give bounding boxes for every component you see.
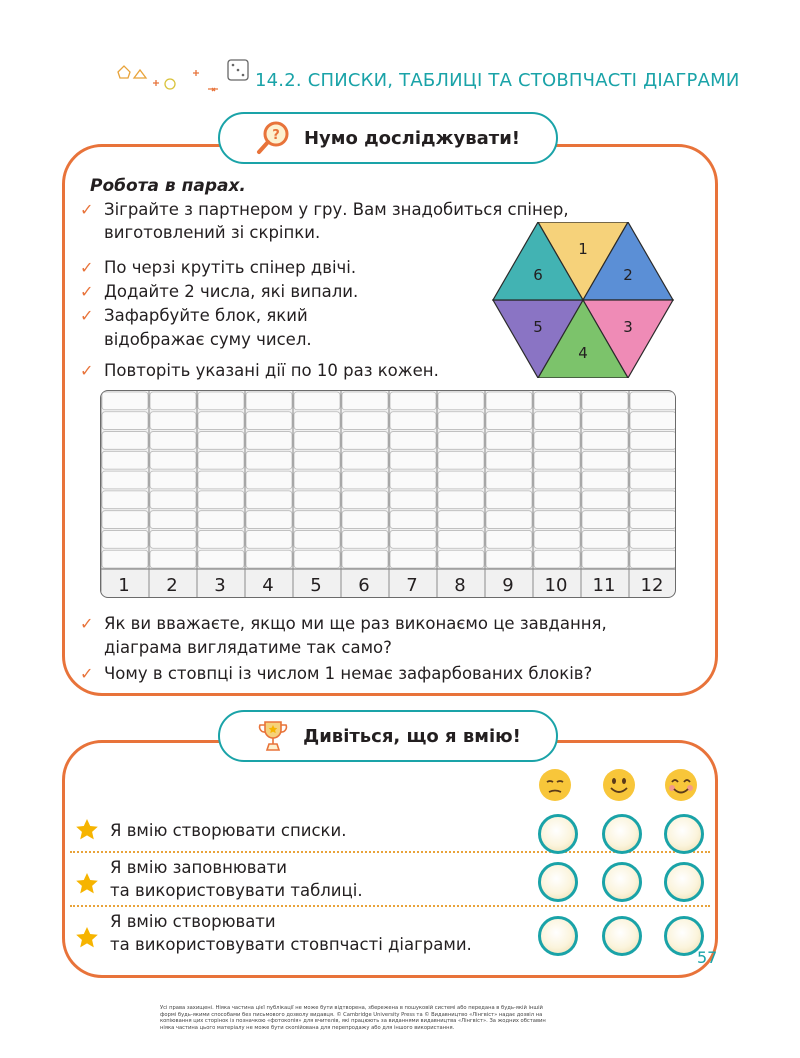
- grid-column-label: 5: [310, 575, 322, 596]
- grid-cell[interactable]: [294, 550, 340, 568]
- grid-cell[interactable]: [102, 491, 148, 509]
- grid-cell[interactable]: [198, 491, 244, 509]
- grid-cell[interactable]: [486, 471, 532, 489]
- bar-chart-grid: [100, 390, 676, 598]
- grid-cell[interactable]: [294, 530, 340, 548]
- grid-cell[interactable]: [246, 511, 292, 529]
- grid-cell[interactable]: [390, 550, 436, 568]
- grid-cell[interactable]: [630, 392, 676, 410]
- selfcheck-heading: Дивіться, що я вмію!: [303, 725, 521, 747]
- copyright-line: формі будь-якими способами без письмового дозволу видавця. © Cambridge University Press та © Видавництво «Лінгвіст» надає дозвіл на: [160, 1011, 543, 1018]
- grid-column-label: 7: [406, 575, 418, 596]
- grid-cell[interactable]: [486, 392, 532, 410]
- grid-cell[interactable]: [198, 412, 244, 430]
- grid-cell[interactable]: [198, 451, 244, 469]
- grid-cell[interactable]: [246, 392, 292, 410]
- rating-circle[interactable]: [664, 862, 704, 902]
- grid-cell[interactable]: [294, 471, 340, 489]
- grid-cell[interactable]: [390, 530, 436, 548]
- grid-cell[interactable]: [102, 412, 148, 430]
- grid-cell[interactable]: [102, 392, 148, 410]
- grid-cell[interactable]: [630, 451, 676, 469]
- grid-cell[interactable]: [582, 530, 628, 548]
- grid-column-label: 8: [454, 575, 466, 596]
- grid-cell[interactable]: [630, 511, 676, 529]
- grid-cell[interactable]: [582, 491, 628, 509]
- grid-cell[interactable]: [486, 550, 532, 568]
- skill-line: Я вмію створювати списки.: [110, 821, 347, 840]
- spinner-segment-label: 6: [533, 266, 543, 285]
- grid-cell[interactable]: [438, 511, 484, 529]
- grid-cell[interactable]: [150, 530, 196, 548]
- magnifier-question-icon: [256, 120, 292, 156]
- grid-cell[interactable]: [486, 451, 532, 469]
- grid-cell[interactable]: [102, 530, 148, 548]
- instruction-line: Зіграйте з партнером у гру. Вам знадобиться спінер,: [104, 200, 569, 219]
- grid-cell[interactable]: [342, 432, 388, 450]
- task-title: Робота в парах.: [90, 176, 246, 196]
- grid-cell[interactable]: [294, 432, 340, 450]
- grid-cell[interactable]: [630, 530, 676, 548]
- grid-cell[interactable]: [150, 550, 196, 568]
- grid-cell[interactable]: [390, 511, 436, 529]
- grid-cell[interactable]: [150, 511, 196, 529]
- grid-cell[interactable]: [486, 511, 532, 529]
- spinner-segment-label: 3: [623, 317, 633, 336]
- grid-cell[interactable]: [534, 432, 580, 450]
- skill-line: Я вмію заповнювати: [110, 858, 287, 877]
- grid-cell[interactable]: [198, 530, 244, 548]
- grid-cell[interactable]: [438, 392, 484, 410]
- grid-cell[interactable]: [294, 412, 340, 430]
- grid-cell[interactable]: [390, 471, 436, 489]
- grid-cells: [101, 391, 676, 598]
- grid-cell[interactable]: [390, 491, 436, 509]
- check-icon: ✓: [80, 361, 94, 380]
- rating-circle[interactable]: [602, 862, 642, 902]
- grid-cell[interactable]: [582, 471, 628, 489]
- grid-cell[interactable]: [294, 392, 340, 410]
- check-icon: ✓: [80, 306, 94, 325]
- grid-cell[interactable]: [102, 451, 148, 469]
- spinner-segment-label: 2: [623, 266, 633, 285]
- grid-cell[interactable]: [534, 550, 580, 568]
- instruction-line: Зафарбуйте блок, який: [104, 306, 308, 325]
- question-line: Чому в стовпці із числом 1 немає зафарбованих блоків?: [104, 664, 593, 683]
- grid-cell[interactable]: [150, 432, 196, 450]
- grid-cell[interactable]: [198, 392, 244, 410]
- grid-cell[interactable]: [342, 491, 388, 509]
- grid-cell[interactable]: [630, 432, 676, 450]
- grid-cell[interactable]: [534, 511, 580, 529]
- grid-cell[interactable]: [294, 451, 340, 469]
- grid-cell[interactable]: [630, 491, 676, 509]
- unsure-face-icon: [538, 768, 572, 802]
- grid-cell[interactable]: [342, 550, 388, 568]
- grid-cell[interactable]: [630, 471, 676, 489]
- spinner-segment-label: 1: [578, 240, 588, 259]
- grid-cell[interactable]: [246, 412, 292, 430]
- grid-cell[interactable]: [102, 432, 148, 450]
- page-number: 57: [697, 948, 718, 967]
- instruction-line: По черзі крутіть спінер двічі.: [104, 258, 357, 277]
- instruction-line: виготовлений зі скріпки.: [104, 223, 321, 242]
- grid-cell[interactable]: [438, 530, 484, 548]
- question-line: діаграма виглядатиме так само?: [104, 638, 392, 657]
- rating-circle[interactable]: [538, 862, 578, 902]
- trophy-icon: [255, 718, 291, 754]
- grid-cell[interactable]: [246, 530, 292, 548]
- section-title: 14.2. СПИСКИ, ТАБЛИЦІ ТА СТОВПЧАСТІ ДІАГРАМИ: [255, 70, 740, 91]
- check-icon: ✓: [80, 664, 94, 683]
- grid-cell[interactable]: [438, 432, 484, 450]
- grid-cell[interactable]: [438, 550, 484, 568]
- grid-cell[interactable]: [102, 550, 148, 568]
- grid-cell[interactable]: [486, 432, 532, 450]
- rating-circle[interactable]: [602, 814, 642, 854]
- dotted-separator: [70, 905, 710, 907]
- star-icon: [75, 926, 99, 950]
- grid-cell[interactable]: [342, 412, 388, 430]
- grid-column-label: 3: [214, 575, 226, 596]
- grid-column-label: 6: [358, 575, 370, 596]
- grid-cell[interactable]: [198, 471, 244, 489]
- explore-heading-pill: [218, 112, 558, 164]
- skill-line: та використовувати таблиці.: [110, 881, 363, 900]
- grid-cell[interactable]: [438, 451, 484, 469]
- grid-cell[interactable]: [342, 471, 388, 489]
- grid-cell[interactable]: [198, 550, 244, 568]
- dice-icon: [228, 60, 248, 80]
- copyright-line: Усі права захищені. Ніяка частина цієї публікації не може бути відтворена, збережена в пошуковій системі або передана в будь-якій іншій: [160, 1005, 543, 1011]
- grid-cell[interactable]: [198, 511, 244, 529]
- check-icon: ✓: [80, 282, 94, 301]
- skill-line: Я вмію створювати: [110, 912, 276, 931]
- grid-cell[interactable]: [582, 432, 628, 450]
- grid-cell[interactable]: [150, 392, 196, 410]
- grid-cell[interactable]: [534, 451, 580, 469]
- grid-column-label: 2: [166, 575, 178, 596]
- copyright-line: ніяка частина цього матеріалу не може бути скопійована для перепродажу або для іншого використання.: [160, 1024, 455, 1031]
- rating-circle[interactable]: [538, 814, 578, 854]
- decoration-icons: [112, 58, 252, 100]
- smile-face-icon: [602, 768, 636, 802]
- grid-cell[interactable]: [246, 451, 292, 469]
- grid-cell[interactable]: [582, 412, 628, 430]
- grid-cell[interactable]: [102, 511, 148, 529]
- grid-cell[interactable]: [150, 451, 196, 469]
- grid-column-label: 10: [544, 575, 568, 596]
- grid-column-label: 4: [262, 575, 274, 596]
- grid-cell[interactable]: [534, 412, 580, 430]
- grid-cell[interactable]: [630, 550, 676, 568]
- grid-cell[interactable]: [486, 412, 532, 430]
- copyright-line: копіювання цих сторінок із позначкою «фотокопія» для вчителів, які працюють за виданнями видавництва «Лінгвіст». За жодних обставин: [160, 1018, 546, 1025]
- instruction-line: Повторіть указані дії по 10 раз кожен.: [104, 361, 439, 380]
- grid-cell[interactable]: [246, 550, 292, 568]
- grid-cell[interactable]: [390, 432, 436, 450]
- svg-text:?: ?: [272, 128, 280, 143]
- grid-cell[interactable]: [486, 491, 532, 509]
- instruction-line: Додайте 2 числа, які випали.: [104, 282, 359, 301]
- grid-cell[interactable]: [582, 511, 628, 529]
- grid-cell[interactable]: [198, 432, 244, 450]
- grid-cell[interactable]: [534, 471, 580, 489]
- grid-cell[interactable]: [486, 530, 532, 548]
- rating-circle[interactable]: [538, 916, 578, 956]
- grid-cell[interactable]: [294, 511, 340, 529]
- question-line: Як ви вважаєте, якщо ми ще раз виконаємо це завдання,: [104, 614, 607, 633]
- grid-cell[interactable]: [390, 412, 436, 430]
- happy-face-icon: [664, 768, 698, 802]
- selfcheck-heading-pill: [218, 710, 558, 762]
- grid-column-label: 11: [592, 575, 616, 596]
- grid-cell[interactable]: [342, 392, 388, 410]
- grid-cell[interactable]: [582, 392, 628, 410]
- grid-cell[interactable]: [246, 471, 292, 489]
- grid-cell[interactable]: [582, 451, 628, 469]
- grid-column-label: 1: [118, 575, 130, 596]
- grid-cell[interactable]: [390, 451, 436, 469]
- explore-heading: Нумо досліджувати!: [303, 127, 521, 149]
- grid-cell[interactable]: [150, 471, 196, 489]
- grid-cell[interactable]: [438, 412, 484, 430]
- grid-cell[interactable]: [342, 511, 388, 529]
- star-icon: [75, 818, 99, 842]
- spinner-segment-label: 4: [578, 343, 588, 362]
- grid-cell[interactable]: [630, 412, 676, 430]
- skill-line: та використовувати стовпчасті діаграми.: [110, 935, 472, 954]
- grid-cell[interactable]: [390, 392, 436, 410]
- grid-cell[interactable]: [342, 530, 388, 548]
- grid-cell[interactable]: [246, 491, 292, 509]
- rating-circle[interactable]: [664, 814, 704, 854]
- grid-cell[interactable]: [534, 491, 580, 509]
- spinner-segment-label: 5: [533, 317, 543, 336]
- grid-cell[interactable]: [438, 491, 484, 509]
- grid-column-label: 12: [640, 575, 664, 596]
- grid-cell[interactable]: [294, 491, 340, 509]
- grid-cell[interactable]: [438, 471, 484, 489]
- copyright-notice: [160, 1005, 640, 1031]
- grid-cell[interactable]: [342, 451, 388, 469]
- grid-cell[interactable]: [102, 471, 148, 489]
- grid-cell[interactable]: [582, 550, 628, 568]
- grid-cell[interactable]: [150, 412, 196, 430]
- check-icon: ✓: [80, 258, 94, 277]
- star-icon: [75, 872, 99, 896]
- grid-column-label: 9: [502, 575, 514, 596]
- check-icon: ✓: [80, 200, 94, 219]
- grid-cell[interactable]: [534, 392, 580, 410]
- grid-cell[interactable]: [534, 530, 580, 548]
- grid-cell[interactable]: [150, 491, 196, 509]
- check-icon: ✓: [80, 614, 94, 633]
- instruction-line: відображає суму чисел.: [104, 330, 312, 349]
- spinner-hexagon: [492, 222, 674, 378]
- grid-cell[interactable]: [246, 432, 292, 450]
- rating-circle[interactable]: [602, 916, 642, 956]
